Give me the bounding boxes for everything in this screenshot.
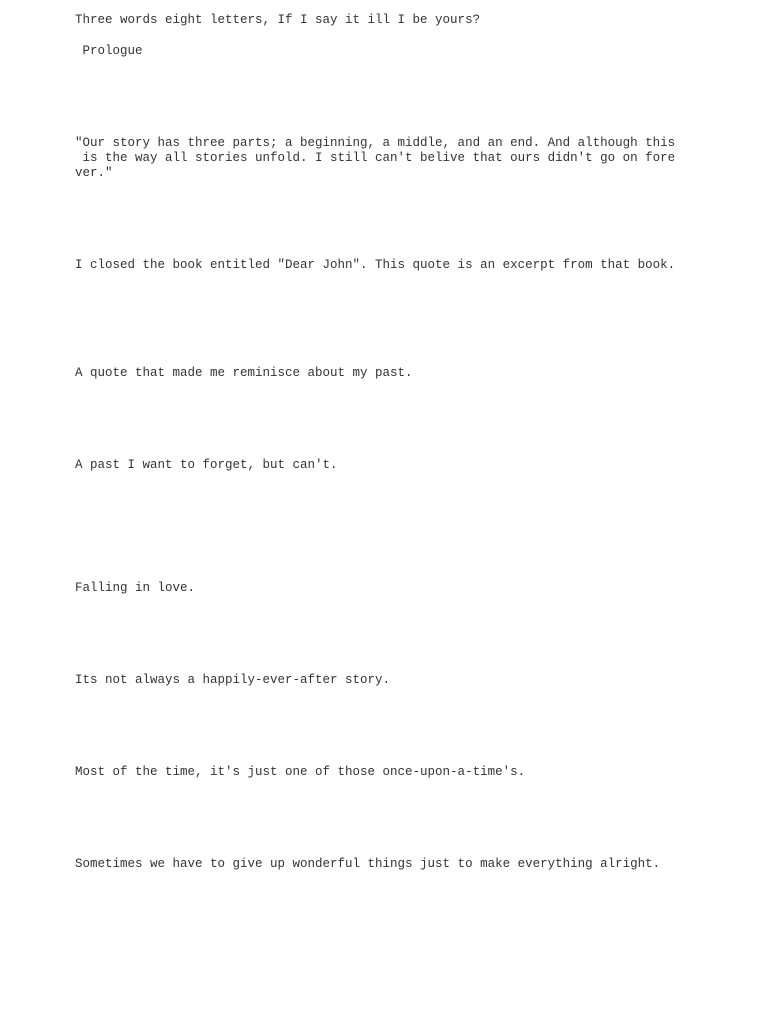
paragraph: Its not always a happily-ever-after story.: [75, 673, 391, 687]
quote-line: ver.": [75, 166, 113, 180]
paragraph: Most of the time, it's just one of those once-upon-a-time's.: [75, 765, 526, 779]
quote-line: is the way all stories unfold. I still can't belive that ours didn't go on fore: [75, 151, 676, 165]
paragraph: A quote that made me reminisce about my past.: [75, 366, 413, 380]
paragraph: Falling in love.: [75, 581, 196, 595]
story-title: Three words eight letters, If I say it ill I be yours?: [75, 13, 481, 27]
paragraph: A past I want to forget, but can't.: [75, 458, 338, 472]
quote-line: "Our story has three parts; a beginning, a middle, and an end. And although this: [75, 136, 676, 150]
section-heading: Prologue: [75, 44, 143, 58]
paragraph: I closed the book entitled "Dear John". This quote is an excerpt from that book.: [75, 258, 676, 272]
paragraph: Sometimes we have to give up wonderful things just to make everything alright.: [75, 857, 661, 871]
